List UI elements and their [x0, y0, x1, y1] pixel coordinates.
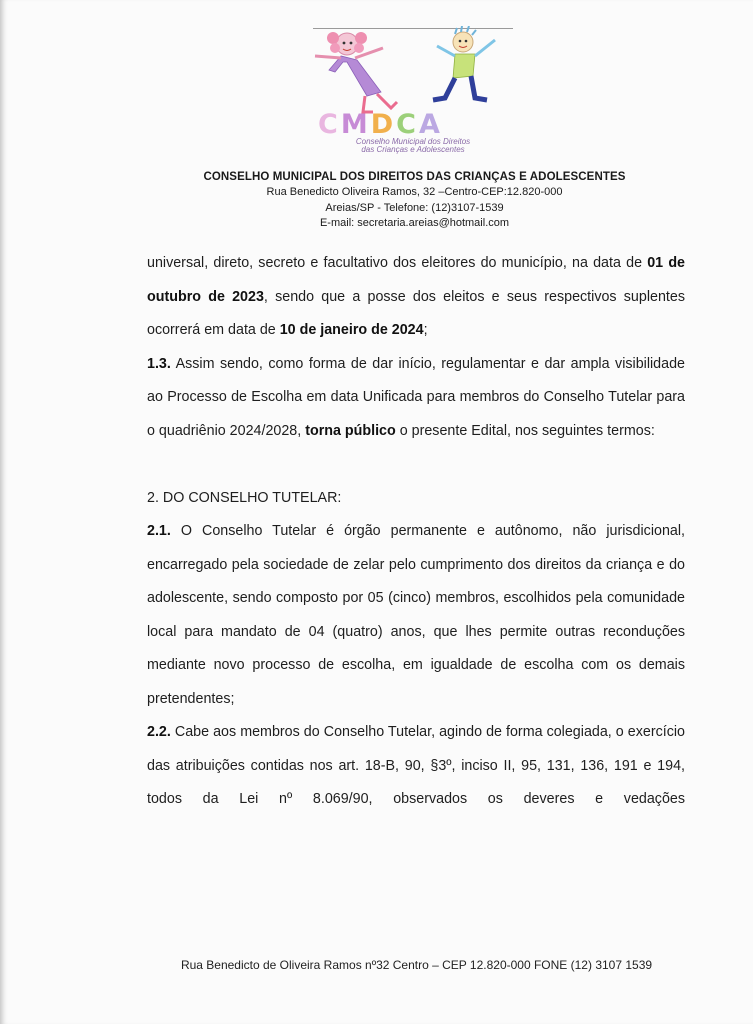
paragraph-2-2: 2.2. Cabe aos membros do Conselho Tutelar, agindo de forma colegiada, o exercício das atribuições contidas nos art. 18-B, 90, §3º, inciso II, 95, 131, 136, 191 e 194, todos da Lei nº 8.069/90, observados os deveres e vedações — [147, 724, 685, 807]
boy-figure — [433, 26, 495, 100]
clause-number: 2.2. — [147, 724, 171, 740]
girl-figure — [315, 32, 397, 112]
logo-letter: C — [318, 109, 341, 140]
logo-subtitle-line2: das Crianças e Adolescentes — [361, 145, 465, 154]
paragraph-2-1: 2.1. O Conselho Tutelar é órgão permanente e autônomo, não jurisdicional, encarregado pela sociedade de zelar pelo cumprimento dos direitos da criança e do adolescente, sendo composto por 05 (cinco) membros, escolhidos pela comunidade local para mandato de 04 (quatro) anos, que lhes permite outras reconduções mediante novo processo de escolha, em igualdade de escolha com os demais pretendentes; — [147, 523, 685, 707]
election-date: 01 de outubro de 2023 — [147, 255, 685, 305]
logo-letter: M — [340, 109, 371, 140]
city-phone-line: Areias/SP - Telefone: (12)3107-1539 — [325, 201, 504, 214]
document-body — [147, 247, 685, 817]
email-line: E-mail: secretaria.areias@hotmail.com — [319, 217, 510, 229]
paragraph-1-3: 1.3. Assim sendo, como forma de dar início, regulamentar e dar ampla visibilidade ao Processo de Escolha em data Unificada para membros do Conselho Tutelar para o quadriênio 2024/2028, torna público o presente Edital, nos seguintes termos: — [147, 355, 685, 439]
paragraph-1-2: universal, direto, secreto e facultativo dos eleitores do município, na data de 01 de outubro de 2023, sendo que a posse dos eleitos e seus respectivos suplentes ocorrerá em data de 10 de janeiro de 2024; — [147, 255, 685, 338]
logo-subtitle — [318, 138, 508, 154]
logo-letter: A — [418, 109, 443, 140]
letterhead — [0, 170, 753, 232]
logo-subtitle-line1: Conselho Municipal dos Direitos — [355, 137, 471, 146]
clause-number: 2.1. — [147, 523, 171, 539]
section-title: 2. DO CONSELHO TUTELAR: — [147, 489, 342, 506]
page-footer: Rua Benedicto de Oliveira Ramos nº32 Centro – CEP 12.820-000 FONE (12) 3107 1539 — [180, 958, 653, 972]
logo-letter: D — [370, 109, 397, 140]
inauguration-date: 10 de janeiro de 2024 — [279, 322, 424, 338]
address-line: Rua Benedicto Oliveira Ramos, 32 –Centro-CEP:12.820-000 — [266, 186, 563, 198]
clause-number: 1.3. — [147, 355, 171, 372]
bold-phrase: torna público — [305, 422, 396, 439]
organization-name: CONSELHO MUNICIPAL DOS DIREITOS DAS CRIANÇAS E ADOLESCENTES — [203, 171, 626, 183]
logo-wordmark — [318, 110, 518, 140]
children-drawing-logo — [305, 26, 515, 118]
logo-letter: C — [396, 109, 419, 140]
